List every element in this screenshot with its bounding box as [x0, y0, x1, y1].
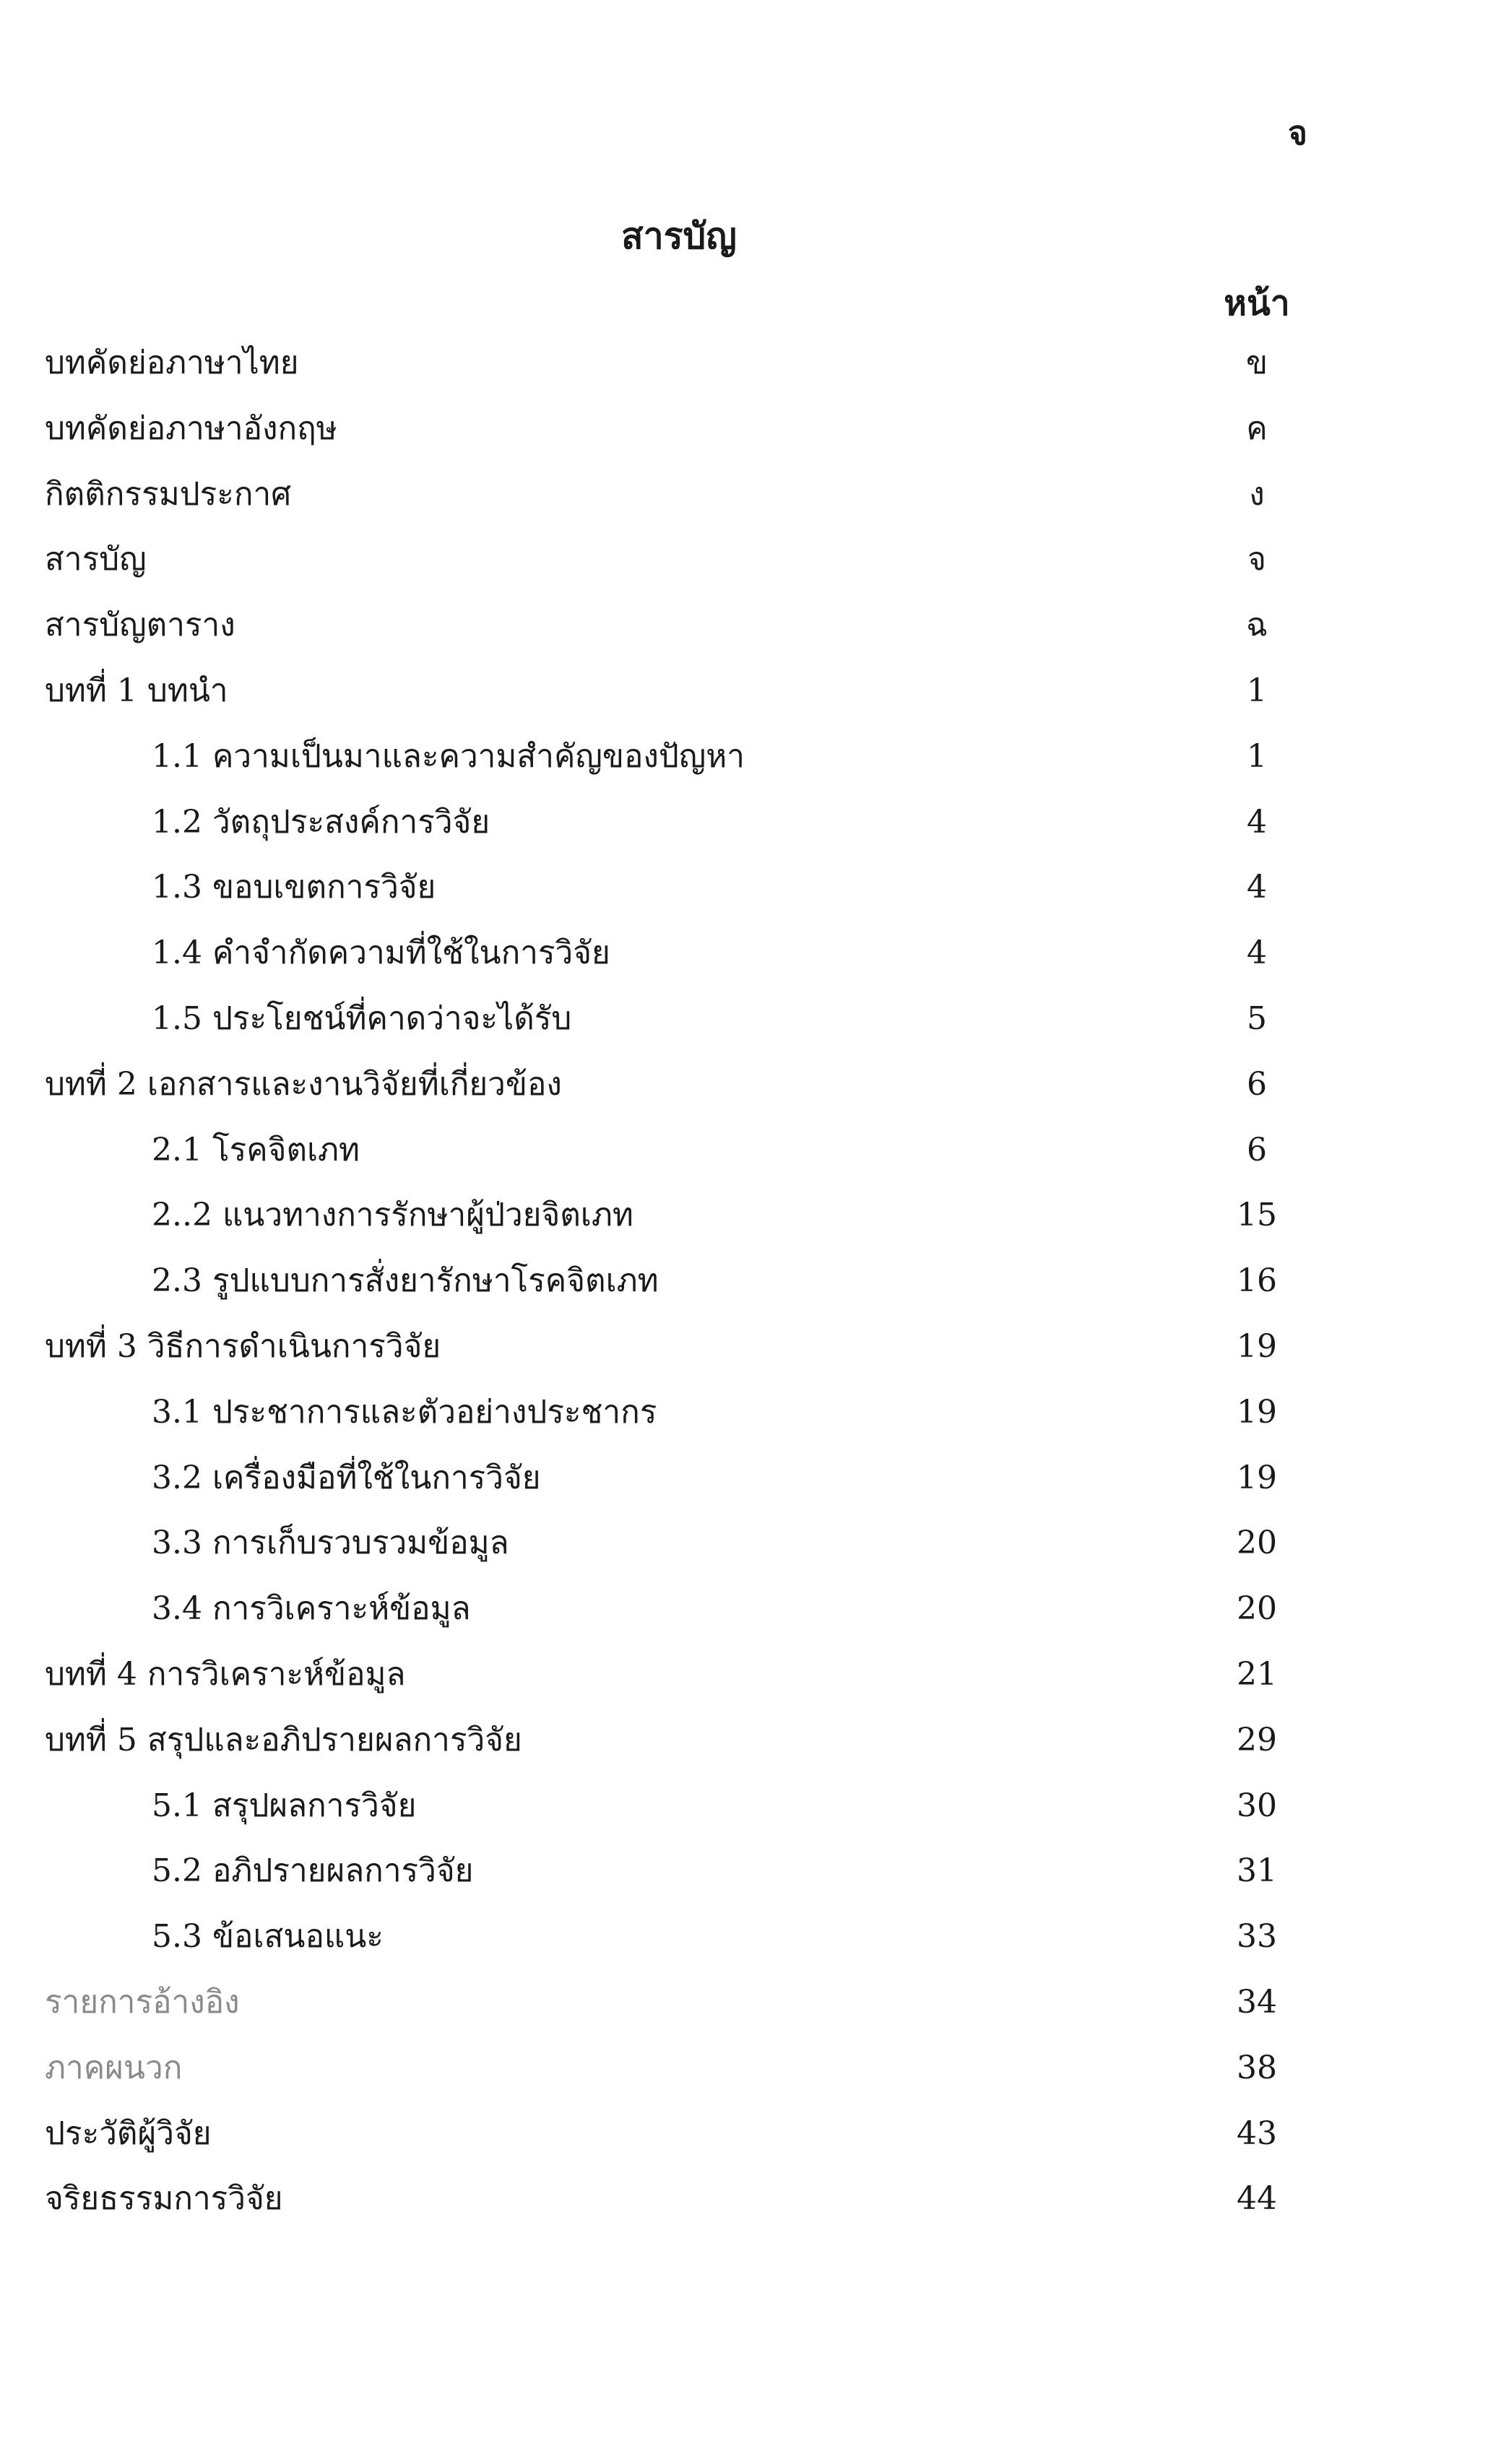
- toc-entry-label: บทคัดย่อภาษาไทย: [45, 344, 299, 381]
- toc-entry-page: จ: [1247, 541, 1266, 578]
- toc-entry-label: 1.3 ขอบเขตการวิจัย: [152, 869, 436, 906]
- toc-entry-label: บทที่ 2 เอกสารและงานวิจัยที่เกี่ยวข้อง: [45, 1065, 562, 1103]
- toc-entry-label: 1.2 วัตถุประสงค์การวิจัย: [152, 803, 490, 841]
- toc-entry-page: 1: [1247, 672, 1267, 709]
- toc-entry: [0, 1774, 1488, 1839]
- toc-entry-label: บทที่ 3 วิธีการดำเนินการวิจัย: [45, 1327, 441, 1365]
- toc-entry: [0, 855, 1488, 921]
- toc-entry: [0, 1446, 1488, 1511]
- toc-entry-label: 2.1 โรคจิตเภท: [152, 1131, 360, 1168]
- toc-entry-label: ภาคผนวก: [45, 2049, 183, 2086]
- toc-entry-page: 16: [1237, 1262, 1277, 1300]
- toc-entry-label: จริยธรรมการวิจัย: [45, 2180, 283, 2218]
- toc-entry-page: 44: [1237, 2180, 1277, 2218]
- toc-entry: [0, 1118, 1488, 1184]
- toc-entry: [0, 724, 1488, 790]
- toc-entry-page: 5: [1247, 999, 1267, 1037]
- toc-entry-label: บทที่ 1 บทนำ: [45, 672, 228, 709]
- toc-entry-page: ง: [1249, 475, 1265, 513]
- toc-entry: [0, 2166, 1488, 2232]
- toc-entry-page: 6: [1247, 1065, 1267, 1103]
- toc-entry: [0, 331, 1488, 396]
- toc-entry-page: 30: [1237, 1787, 1277, 1824]
- toc-entry-page: 4: [1247, 803, 1267, 841]
- toc-entry: [0, 593, 1488, 659]
- toc-entry-page: 34: [1237, 1983, 1277, 2021]
- toc-entry-page: 19: [1237, 1327, 1277, 1365]
- toc-entry: [0, 396, 1488, 462]
- toc-entry-page: 1: [1247, 737, 1267, 775]
- toc-entry: [0, 921, 1488, 986]
- toc-entry: [0, 1839, 1488, 1904]
- toc-entry: [0, 1904, 1488, 1970]
- toc-entry-label: 5.3 ข้อเสนอแนะ: [152, 1918, 384, 1956]
- toc-entry: [0, 2101, 1488, 2167]
- toc-entry-page: 31: [1237, 1852, 1277, 1890]
- toc-entry-label: 2.3 รูปแบบการสั่งยารักษาโรคจิตเภท: [152, 1262, 659, 1300]
- toc-entry-label: บทที่ 4 การวิเคราะห์ข้อมูล: [45, 1655, 406, 1693]
- toc-entry-page: 33: [1237, 1918, 1277, 1956]
- toc-entry-page: 19: [1237, 1393, 1277, 1431]
- toc-entry-page: 15: [1237, 1197, 1277, 1234]
- toc-entry-label: 3.3 การเก็บรวบรวมข้อมูล: [152, 1524, 509, 1562]
- toc-entry-label: สารบัญ: [45, 541, 147, 578]
- toc-entry-page: ฉ: [1246, 607, 1268, 644]
- toc-entry-label: 1.1 ความเป็นมาและความสำคัญของปัญหา: [152, 737, 745, 775]
- toc-entry-label: บทคัดย่อภาษาอังกฤษ: [45, 409, 337, 447]
- toc-entry-label: 2..2 แนวทางการรักษาผู้ป่วยจิตเภท: [152, 1197, 633, 1234]
- toc-entry: [0, 462, 1488, 528]
- toc-entry: [0, 1314, 1488, 1380]
- toc-entry-label: 1.5 ประโยชน์ที่คาดว่าจะได้รับ: [152, 999, 572, 1037]
- toc-entry: [0, 1642, 1488, 1708]
- toc-entry-page: 19: [1237, 1459, 1277, 1496]
- toc-entry-label: 3.1 ประชาการและตัวอย่างประชากร: [152, 1393, 657, 1431]
- toc-entry-page: 4: [1247, 934, 1267, 972]
- toc-entry-page: 20: [1237, 1590, 1277, 1628]
- toc-entry: [0, 1380, 1488, 1446]
- toc-entry-label: 3.4 การวิเคราะห์ข้อมูล: [152, 1590, 471, 1628]
- toc-entry-page: 20: [1237, 1524, 1277, 1562]
- table-of-contents: [0, 331, 1488, 2232]
- toc-entry: [0, 1708, 1488, 1774]
- page-title: สารบัญ: [621, 214, 737, 257]
- toc-entry-page: ค: [1246, 409, 1268, 447]
- toc-entry-label: 3.2 เครื่องมือที่ใช้ในการวิจัย: [152, 1459, 541, 1496]
- page-number: จ: [1288, 113, 1307, 152]
- toc-entry: [0, 790, 1488, 856]
- toc-entry: [0, 986, 1488, 1052]
- toc-entry-label: 1.4 คำจำกัดความที่ใช้ในการวิจัย: [152, 934, 610, 972]
- toc-entry-label: 5.2 อภิปรายผลการวิจัย: [152, 1852, 474, 1890]
- toc-entry-page: 43: [1237, 2114, 1277, 2152]
- toc-entry: [0, 1576, 1488, 1642]
- toc-entry-page: 38: [1237, 2049, 1277, 2086]
- page-column-header: หน้า: [1224, 283, 1290, 324]
- toc-entry: [0, 659, 1488, 724]
- toc-entry-label: 5.1 สรุปผลการวิจัย: [152, 1787, 417, 1824]
- toc-entry-page: 6: [1247, 1131, 1267, 1168]
- toc-entry-page: ข: [1245, 344, 1268, 381]
- toc-entry: [0, 1970, 1488, 2036]
- toc-entry: [0, 2036, 1488, 2101]
- toc-entry-label: กิตติกรรมประกาศ: [45, 475, 292, 513]
- toc-entry-label: สารบัญตาราง: [45, 607, 235, 644]
- toc-entry-label: บทที่ 5 สรุปและอภิปรายผลการวิจัย: [45, 1721, 522, 1758]
- toc-entry: [0, 1511, 1488, 1576]
- toc-entry-page: 4: [1247, 869, 1267, 906]
- toc-entry: [0, 527, 1488, 593]
- toc-entry-page: 29: [1237, 1721, 1277, 1758]
- toc-entry-label: ประวัติผู้วิจัย: [45, 2114, 212, 2152]
- toc-entry: [0, 1183, 1488, 1249]
- toc-entry: [0, 1249, 1488, 1314]
- toc-entry-page: 21: [1237, 1655, 1277, 1693]
- toc-entry: [0, 1052, 1488, 1118]
- toc-entry-label: รายการอ้างอิง: [45, 1983, 240, 2021]
